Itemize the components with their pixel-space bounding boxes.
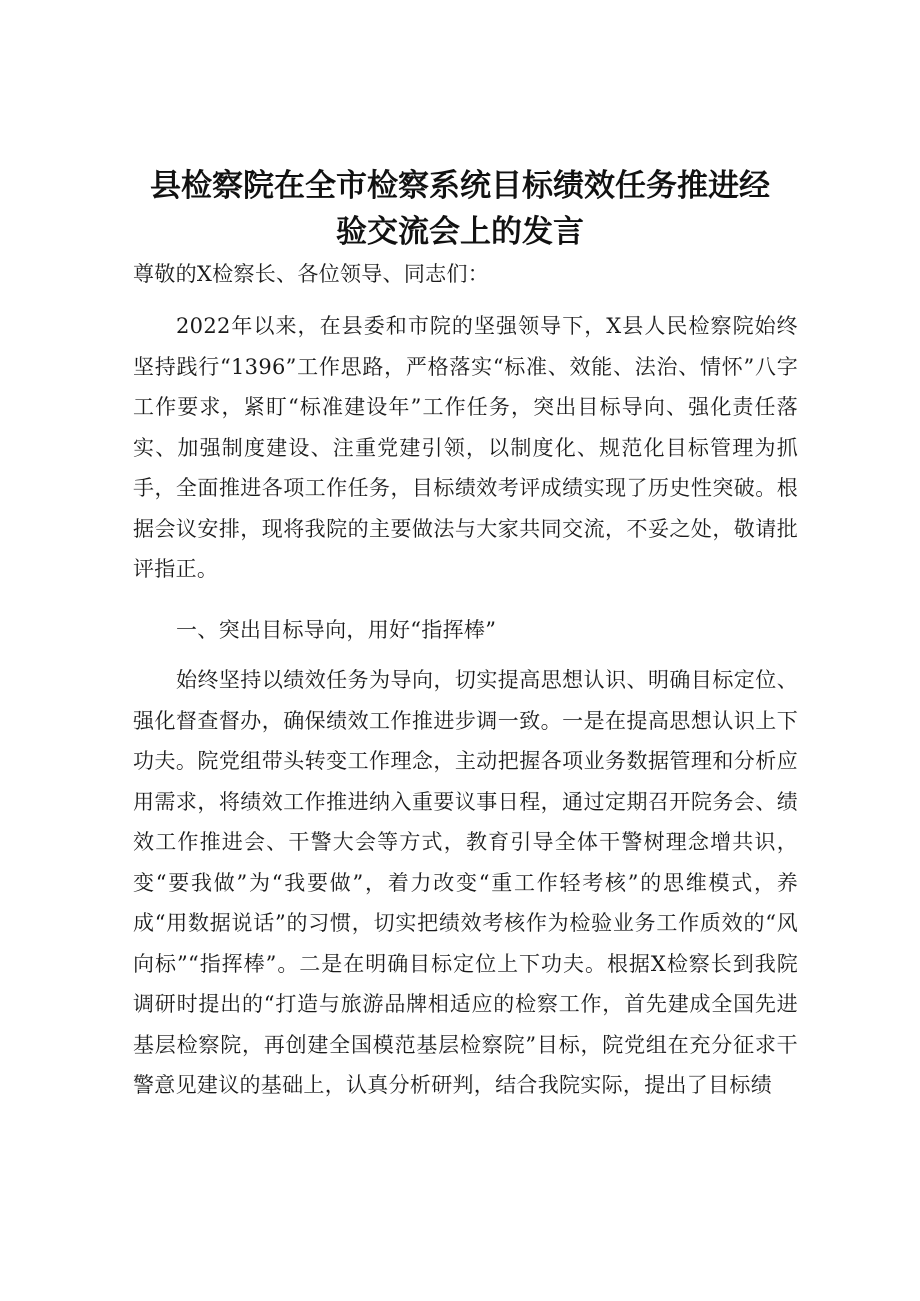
document-title-line-1: 县检察院在全市检察系统目标绩效任务推进经 [150, 168, 770, 204]
salutation: 尊敬的X检察长、各位领导、同志们： [133, 262, 490, 286]
section-paragraph: 始终坚持以绩效任务为导向，切实提高思想认识、明确目标定位、强化督查督办，确保绩效工作推进步调一致。一是在提高思想认识上下功夫。院党组带头转变工作理念，主动把握各项业务数据管理和分析应用需求，将绩效工作推进纳入重要议事日程，通过定期召开院务会、绩效工作推进会、干警大会等方式，教育引导全体干警树理念增共识，变“要我做”为“我要做”，着力改变“重工作轻考核”的思维模式，养成“用数据说话”的习惯，切实把绩效考核作为检验业务工作质效的“风向标”“指挥棒”。二是在明确目标定位上下功夫。根据X检察长到我院调研时提出的“打造与旅游品牌相适应的检察工作，首先建成全国先进基层检察院，再创建全国模范基层检察院”目标，院党组在充分征求干警意见建议的基础上，认真分析研判，结合我院实际，提出了目标绩 [133, 668, 798, 1097]
section-heading: 一、突出目标导向，用好“指挥棒” [176, 618, 497, 642]
document-title-line-2: 验交流会上的发言 [336, 214, 584, 250]
intro-paragraph: 2022年以来，在县委和市院的坚强领导下，X县人民检察院始终坚持践行“1396”工作思路，严格落实“标准、效能、法治、情怀”八字工作要求，紧盯“标准建设年”工作任务，突出目标导向、强化责任落实、加强制度建设、注重党建引领，以制度化、规范化目标管理为抓手，全面推进各项工作任务，目标绩效考评成绩实现了历史性突破。根据会议安排，现将我院的主要做法与大家共同交流，不妥之处，敬请批评指正。 [133, 314, 798, 581]
